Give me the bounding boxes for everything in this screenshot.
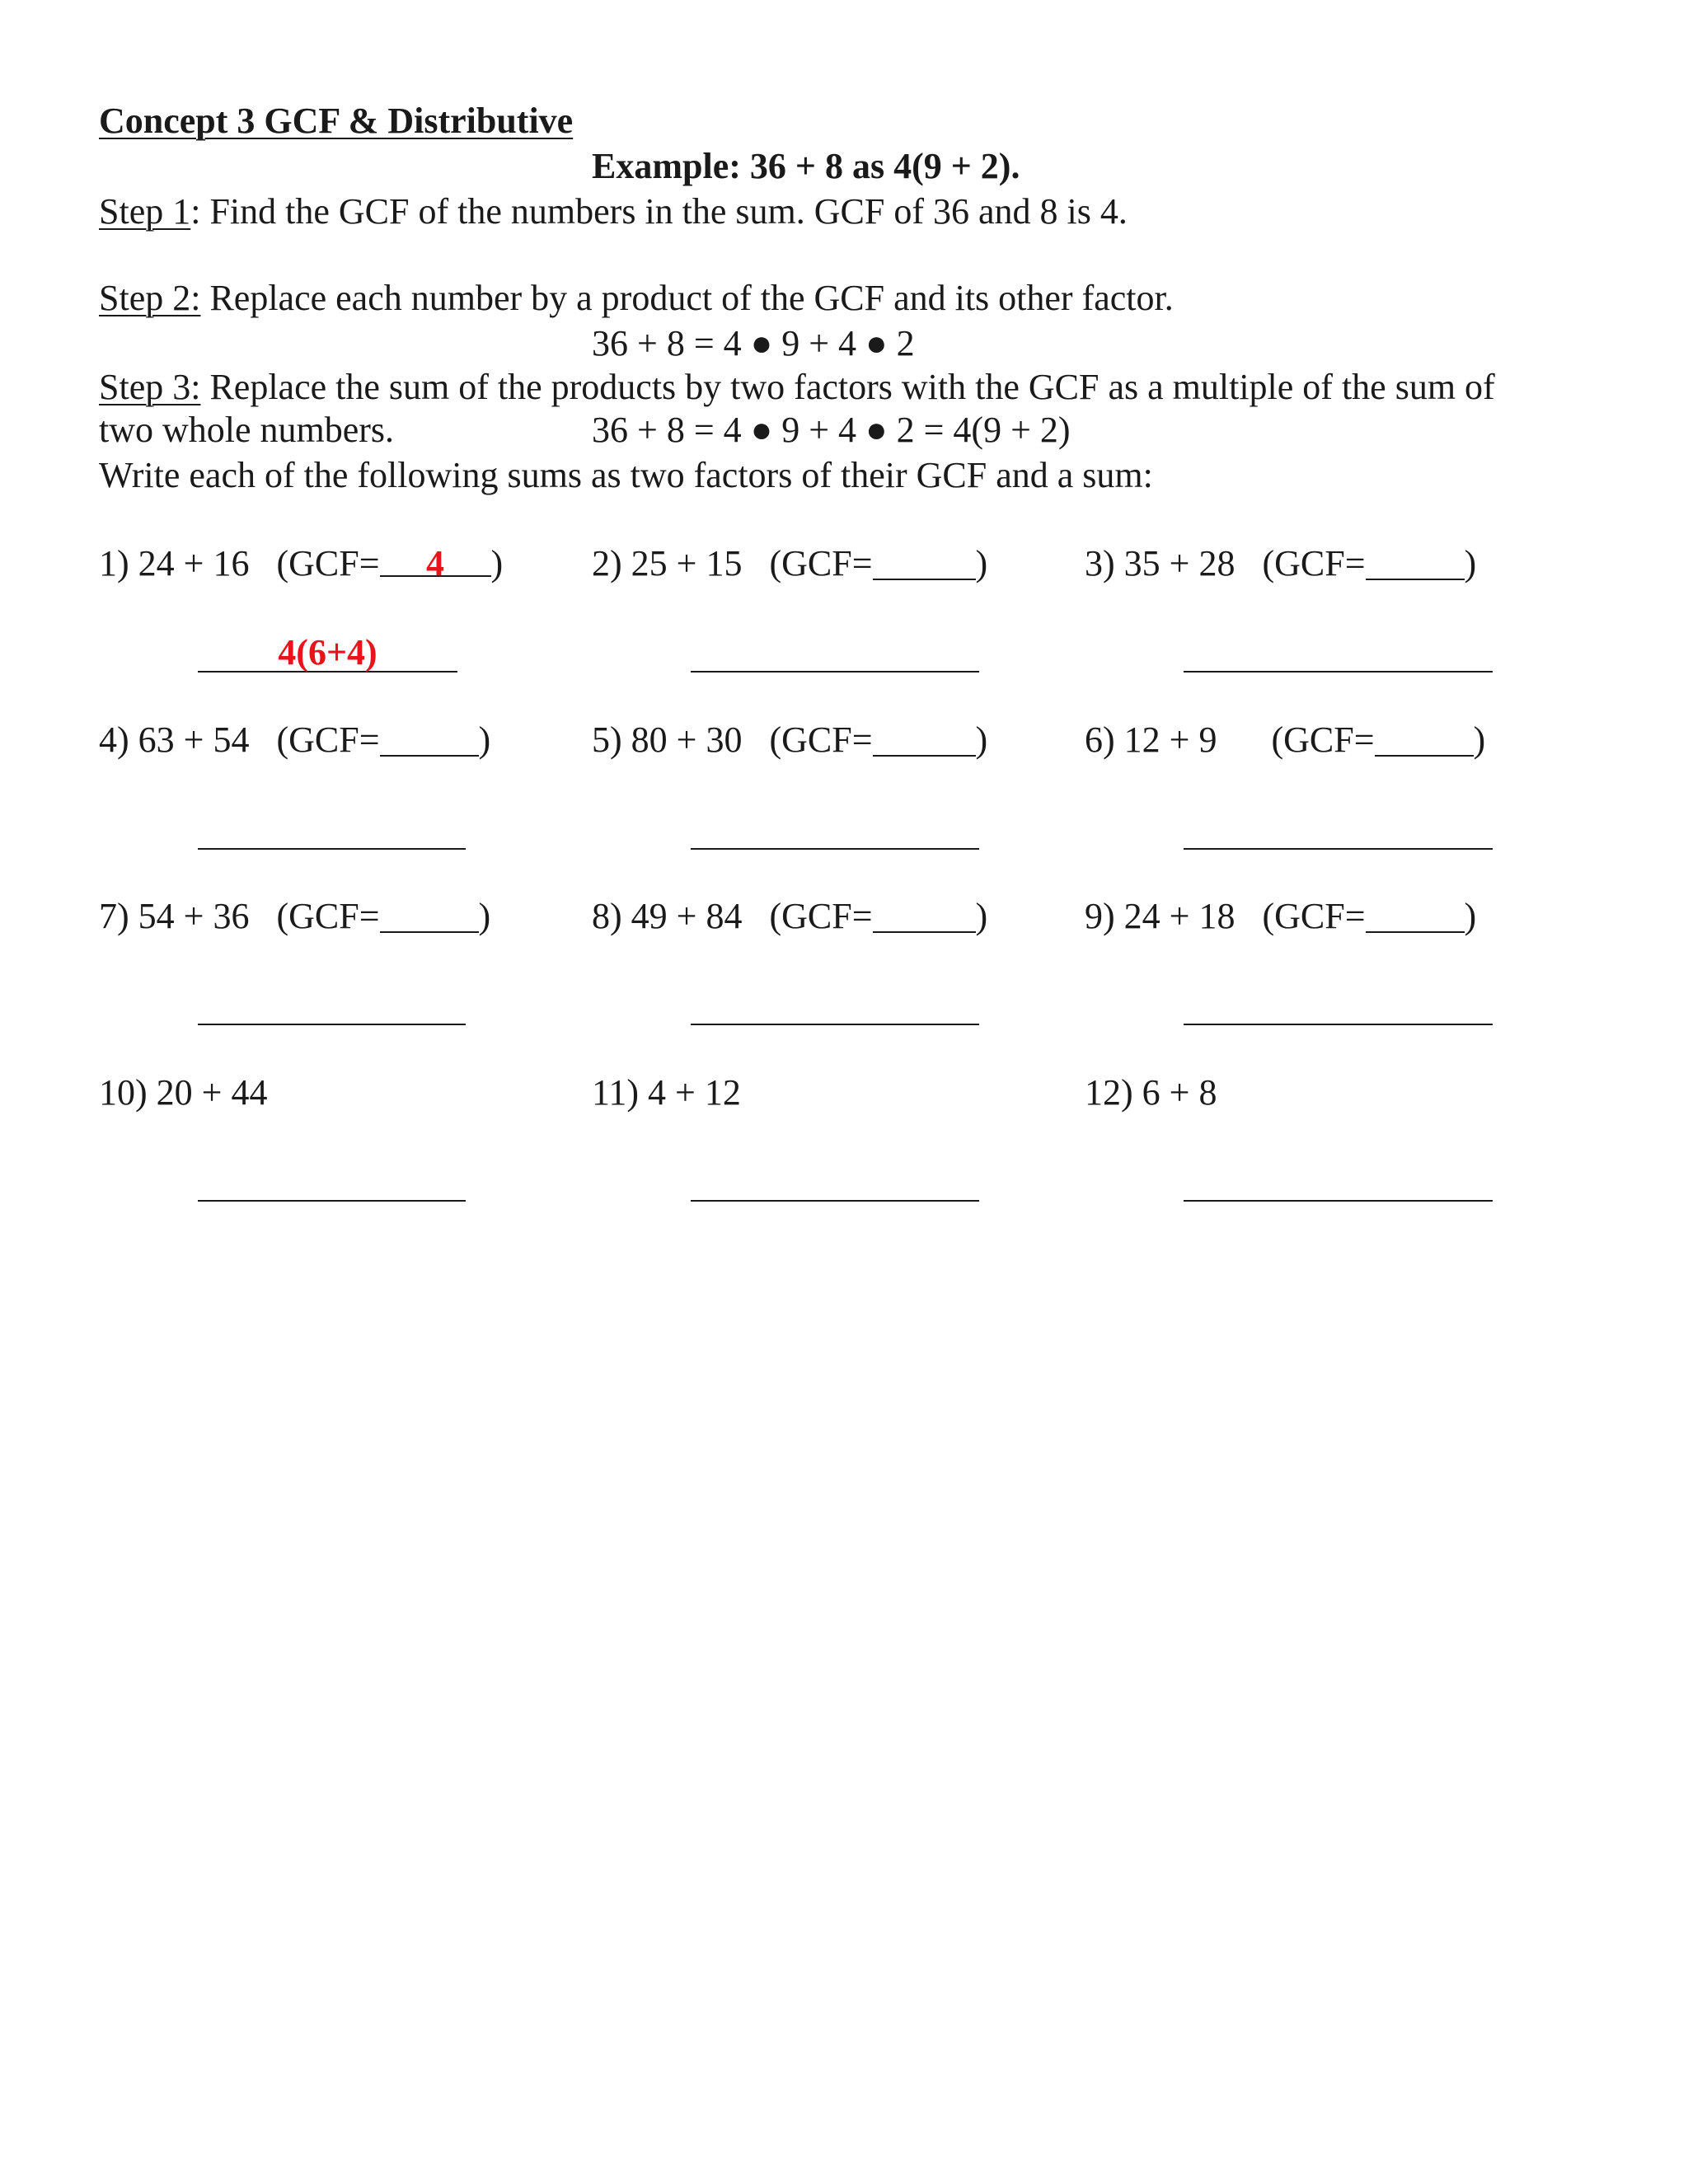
problem-10: 10) 20 + 44	[99, 1072, 268, 1113]
gcf-blank[interactable]	[873, 902, 976, 933]
gcf-blank[interactable]	[1366, 902, 1465, 933]
gcf-suffix: )	[478, 896, 491, 936]
step1	[99, 191, 1128, 232]
gcf-suffix: )	[1473, 719, 1486, 760]
gcf-prefix: (GCF=	[276, 719, 380, 760]
answer-line-9[interactable]	[1184, 987, 1493, 1025]
step2-label: Step 2:	[99, 278, 201, 318]
gcf-prefix: (GCF=	[276, 543, 380, 583]
gcf-suffix: )	[975, 543, 988, 583]
gcf-suffix: )	[1464, 896, 1477, 936]
step3-text-line2: two whole numbers.	[99, 410, 395, 450]
gcf-prefix: (GCF=	[276, 896, 380, 936]
answer-line-4[interactable]	[198, 812, 466, 850]
gcf-prefix: (GCF=	[769, 896, 873, 936]
answer-line-12[interactable]	[1184, 1164, 1493, 1202]
gcf-suffix: )	[1464, 543, 1477, 583]
problem-label: 7) 54 + 36	[99, 896, 250, 936]
problem-11: 11) 4 + 12	[592, 1072, 741, 1113]
worksheet-title: Concept 3 GCF & Distributive	[99, 101, 574, 141]
step3-label: Step 3:	[99, 367, 201, 407]
gcf-blank[interactable]: 4	[380, 546, 491, 577]
problem-3	[1085, 543, 1477, 583]
problem-label: 2) 25 + 15	[592, 543, 743, 583]
problem-6	[1085, 719, 1486, 760]
problem-label: 6) 12 + 9	[1085, 719, 1217, 760]
answer-line-5[interactable]	[691, 812, 979, 850]
answer-line-2[interactable]	[691, 635, 979, 673]
step3	[99, 369, 1495, 405]
gcf-blank[interactable]	[873, 549, 976, 580]
step2-text: Replace each number by a product of the GCF and its other factor.	[200, 278, 1174, 318]
instructions: Write each of the following sums as two factors of their GCF and a sum:	[99, 455, 1153, 495]
step1-text: : Find the GCF of the numbers in the sum. GCF of 36 and 8 is 4.	[190, 191, 1128, 232]
problem-label: 3) 35 + 28	[1085, 543, 1236, 583]
gcf-prefix: (GCF=	[1262, 896, 1366, 936]
answer-line-10[interactable]	[198, 1164, 466, 1202]
problem-2	[592, 543, 988, 583]
problem-label: 4) 63 + 54	[99, 719, 250, 760]
problem-4	[99, 719, 491, 760]
problem-8	[592, 898, 987, 935]
problem-label: 8) 49 + 84	[592, 896, 743, 936]
answer-line-8[interactable]	[691, 987, 979, 1025]
step3-text: Replace the sum of the products by two factors with the GCF as a multiple of the sum of	[200, 367, 1495, 407]
problem-1	[99, 543, 504, 583]
answer-line-6[interactable]	[1184, 812, 1493, 850]
step2	[99, 280, 1174, 316]
step2-equation: 36 + 8 = 4 ● 9 + 4 ● 2	[592, 323, 915, 363]
gcf-suffix: )	[490, 543, 504, 583]
problem-5	[592, 719, 988, 760]
step1-label: Step 1	[99, 191, 191, 232]
answer-line-1[interactable]: 4(6+4)	[198, 635, 457, 673]
problem-label: 1) 24 + 16	[99, 543, 250, 583]
gcf-prefix: (GCF=	[1262, 543, 1366, 583]
answer-line-7[interactable]	[198, 987, 466, 1025]
step3-equation: 36 + 8 = 4 ● 9 + 4 ● 2 = 4(9 + 2)	[592, 410, 1071, 450]
gcf-blank[interactable]	[380, 725, 479, 757]
answer-line-11[interactable]	[691, 1164, 979, 1202]
gcf-blank[interactable]	[380, 902, 479, 933]
gcf-prefix: (GCF=	[769, 543, 873, 583]
gcf-suffix: )	[975, 719, 988, 760]
gcf-suffix: )	[975, 896, 988, 936]
problem-12: 12) 6 + 8	[1085, 1072, 1217, 1113]
problem-label: 5) 80 + 30	[592, 719, 743, 760]
example-heading: Example: 36 + 8 as 4(9 + 2).	[592, 146, 1020, 186]
gcf-blank[interactable]	[1375, 725, 1474, 757]
gcf-prefix: (GCF=	[769, 719, 873, 760]
gcf-prefix: (GCF=	[1271, 719, 1375, 760]
gcf-blank[interactable]	[1366, 549, 1465, 580]
gcf-suffix: )	[478, 719, 491, 760]
problem-9	[1085, 898, 1476, 935]
answer-line-3[interactable]	[1184, 635, 1493, 673]
problem-label: 9) 24 + 18	[1085, 896, 1236, 936]
gcf-blank[interactable]	[873, 725, 976, 757]
problem-7	[99, 898, 490, 935]
